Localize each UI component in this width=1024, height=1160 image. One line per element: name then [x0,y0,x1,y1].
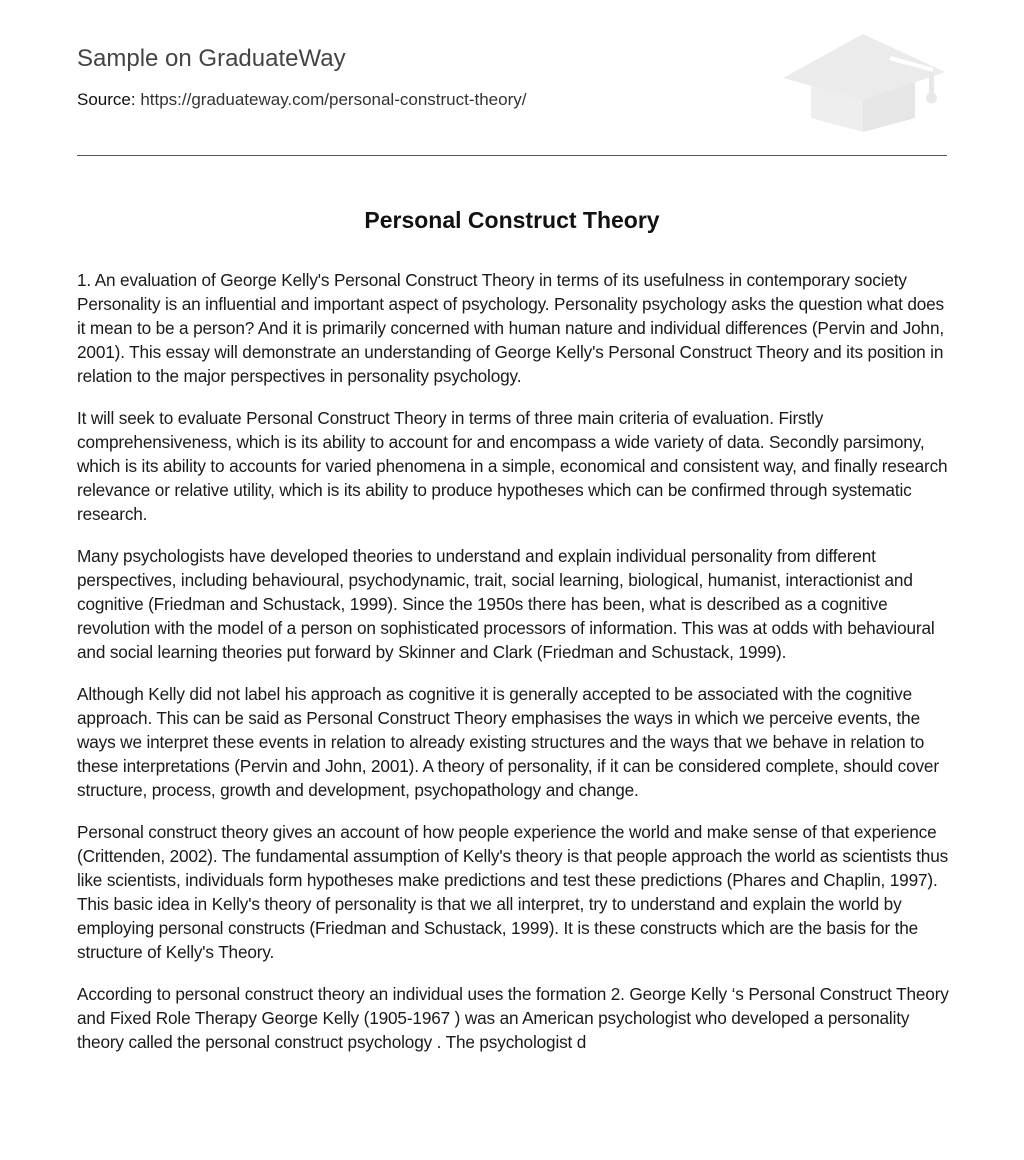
paragraph: Many psychologists have developed theories to understand and explain individual personality from different perspectives, including behavioural, psychodynamic, trait, social learning, biological, humanist, interactionist and cognitive (Friedman and Schustack, 1999). Since the 1950s there has been, what is described as a cognitive revolution with the model of a person on sophisticated processors of information. This was at odds with behavioural and social learning theories put forward by Skinner and Clark (Friedman and Schustack, 1999). [77,546,935,662]
page-header [77,0,947,156]
graduation-cap-icon [781,30,947,134]
document-title: Personal Construct Theory [364,207,660,233]
source-line [77,89,526,111]
paragraph: According to personal construct theory an individual uses the formation 2. George Kelly ‘s Personal Construct Theory and Fixed Role Therapy George Kelly (1905-1967 ) was an American psychologist who developed a personality theory called the personal construct psychology . The psychologist d [77,984,949,1052]
paragraph: It will seek to evaluate Personal Construct Theory in terms of three main criteria of evaluation. Firstly comprehensiveness, which is its ability to account for and encompass a wide variety of data. Secondly parsimony, which is its ability to accounts for varied phenomena in a simple, economical and consistent way, and finally research relevance or relative utility, which is its ability to produce hypotheses which can be confirmed through systematic research. [77,408,948,524]
source-label: Source: [77,90,136,109]
source-link[interactable]: https://graduateway.com/personal-construct-theory/ [140,90,527,109]
document-body [77,268,949,1072]
site-title: Sample on GraduateWay [77,45,346,72]
header-divider [77,155,947,156]
paragraph: Personal construct theory gives an account of how people experience the world and make sense of that experience (Crittenden, 2002). The fundamental assumption of Kelly's theory is that people approach the world as scientists thus like scientists, individuals form hypotheses make predictions and test these predictions (Phares and Chaplin, 1997). This basic idea in Kelly's theory of personality is that we all interpret, try to understand and explain the world by employing personal constructs (Friedman and Schustack, 1999). It is these constructs which are the basis for the structure of Kelly's Theory. [77,822,949,962]
paragraph: 1. An evaluation of George Kelly's Personal Construct Theory in terms of its usefulness in contemporary society Personality is an influential and important aspect of psychology. Personality psychology asks the question what does it mean to be a person? And it is primarily concerned with human nature and individual differences (Pervin and John, 2001). This essay will demonstrate an understanding of George Kelly's Personal Construct Theory and its position in relation to the major perspectives in personality psychology. [77,270,944,386]
paragraph: Although Kelly did not label his approach as cognitive it is generally accepted to be associated with the cognitive approach. This can be said as Personal Construct Theory emphasises the ways in which we perceive events, the ways we interpret these events in relation to already existing structures and the ways that we behave in relation to these interpretations (Pervin and John, 2001). A theory of personality, if it can be considered complete, should cover structure, process, growth and development, psychopathology and change. [77,684,939,800]
